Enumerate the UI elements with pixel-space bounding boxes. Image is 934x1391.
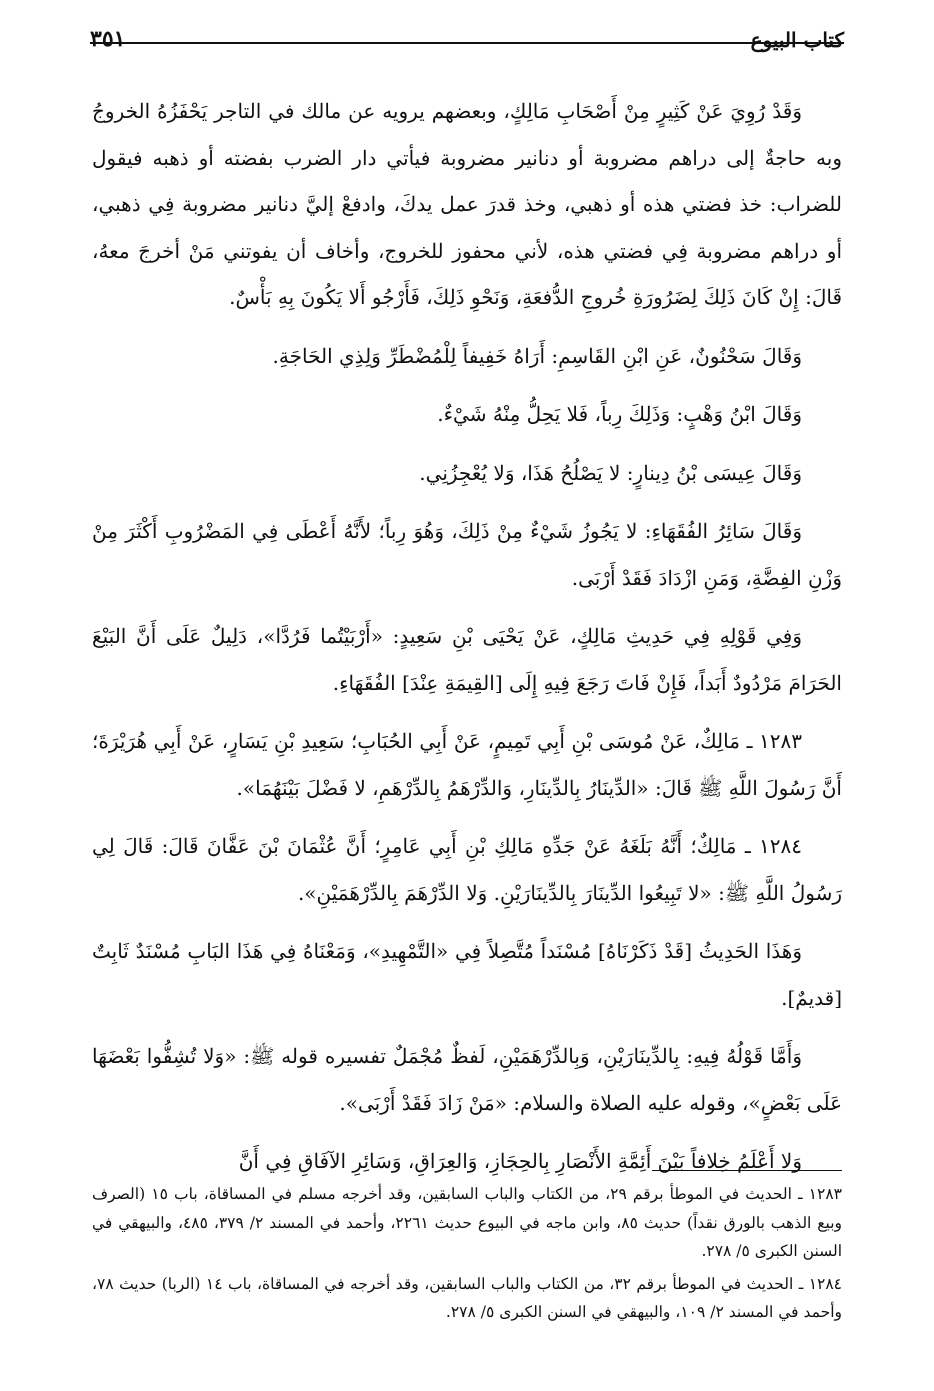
hadith-1283: ١٢٨٣ ـ مَالِكٌ، عَنْ مُوسَى بْنِ أَبِي تَمِيمٍ، عَنْ أَبِي الحُبَابِ؛ سَعِيدِ بْنِ يَسَارٍ، عَنْ أَبِي هُرَيْرَةَ؛ أَنَّ رَسُولَ اللَّهِ ﷺ قَالَ: «الدِّينَارُ بِالدِّينَارِ، وَالدِّرْهَمُ بِالدِّرْهَمِ، لا فَضْلَ بَيْنَهُمَا». (92, 729, 842, 800)
header-rule (90, 42, 844, 44)
paragraph: وَهَذَا الحَدِيثُ [قَدْ ذَكَرْنَاهُ] مُسْنَداً مُتَّصِلاً فِي «التَّمْهِيدِ»، وَمَعْنَاهُ فِي هَذَا البَابِ مُسْنَدٌ ثَابِتٌ [قديمٌ]. (92, 939, 842, 1010)
footnote-1284: ١٢٨٤ ـ الحديث في الموطأ برقم ٣٢، من الكتاب والباب السابقين، وقد أخرجه في المساقاة، باب ١٤ (الربا) حديث ٧٨، وأحمد في المسند ٢/ ١٠٩، والبيهقي في السنن الكبرى ٥/ ٢٧٨. (92, 1274, 842, 1321)
paragraph: وَلا أَعْلَمُ خِلافاً بَيْنَ أَئِمَّةِ الأَنْصَارِ بِالحِجَازِ، وَالعِرَاقِ، وَسَائِرِ الآفَاقِ فِي أَنَّ (238, 1149, 802, 1173)
paragraph: وَقَالَ عِيسَى بْنُ دِينارٍ: لا يَصْلُحُ هَذَا، وَلا يُعْجِزُنِي. (419, 460, 802, 485)
footnote-rule (652, 1170, 842, 1171)
hadith-1284: ١٢٨٤ ـ مَالِكٌ؛ أَنَّهُ بَلَغَهُ عَنْ جَدِّهِ مَالِكِ بْنِ أَبِي عَامِرٍ؛ أَنَّ عُثْمَانَ بْنَ عَفَّانَ قَالَ: قَالَ لِي رَسُولُ اللَّهِ ﷺ: «لا تَبِيعُوا الدِّينَارَ بِالدِّينَارَيْنِ. وَلا الدِّرْهَمَ بِالدِّرْهَمَيْنِ». (92, 834, 842, 905)
main-text (92, 88, 842, 1197)
paragraph: وَقَالَ ابْنُ وَهْبٍ: وَذَلِكَ رِباً، فَلا يَحِلُّ مِنْهُ شَيْءٌ. (437, 402, 802, 426)
paragraph: وَقَدْ رُوِيَ عَنْ كَثِيرٍ مِنْ أَصْحَابِ مَالِكٍ، وبعضهم يرويه عن مالك في التاجر يَحْفَزُهُ الخروجُ وبه حاجةٌ إلى دراهم مضروبة أو دنانير مضروبة فيأتي دار الضرب بفضته أو ذهبه فيقول للضراب: خذ فضتي هذه أو ذهبي، وخذ قدرَ عمل يدكَ، وادفعْ إليَّ دنانير مضروبة فِي ذهبي، أو دراهم مضروبة فِي فضتي هذه، لأني محفوز للخروج، وأخاف أن يفوتني مَنْ أخرجَ معهُ، قَالَ: إِنْ كَانَ ذَلِكَ لِضَرُورَةِ خُروجِ الدُّفعَةِ، وَنَحْوِ ذَلِكَ، فَأَرْجُو أَلا يَكُونَ بِهِ بَأْسٌ. (92, 99, 842, 309)
book-title: كتاب البيوع (750, 28, 844, 52)
paragraph: وَقَالَ سَائِرُ الفُقَهَاءِ: لا يَجُوزُ شَيْءٌ مِنْ ذَلِكَ، وَهُوَ رِباً؛ لأَنَّهُ أَعْطَى فِي المَضْرُوبِ أَكْثَرَ مِنْ وَزْنِ الفِضَّةِ، وَمَنِ ازْدَادَ فَقَدْ أَرْبَى. (92, 519, 842, 590)
footnotes (92, 1180, 842, 1331)
paragraph: وَقَالَ سَحْنُونٌ، عَنِ ابْنِ القَاسِمِ: أَرَاهُ خَفِيفاً لِلْمُضْطَرِّ وَلِذِي الحَاجَةِ. (272, 343, 802, 368)
paragraph: وَفِي قَوْلِهِ فِي حَدِيثِ مَالِكٍ، عَنْ يَحْيَى بْنِ سَعِيدٍ: «أَرْبَيْتُما فَرُدَّا»، دَلِيلٌ عَلَى أَنَّ البَيْعَ الحَرَامَ مَرْدُودٌ أَبَداً، فَإِنْ فَاتَ رَجَعَ فِيهِ إِلَى [القِيمَةِ عِنْدَ] الفُقَهَاءِ. (92, 624, 842, 695)
footnote-1283: ١٢٨٣ ـ الحديث في الموطأ برقم ٢٩، من الكتاب والباب السابقين، وقد أخرجه مسلم في المساقاة، باب ١٥ (الصرف وبيع الذهب بالورق نقداً) حديث ٨٥، وابن ماجه في البيوع حديث ٢٢٦١، وأحمد في المسند ٢/ ٣٧٩، ٤٨٥، والبيهقي في السنن الكبرى ٥/ ٢٧٨. (92, 1185, 843, 1260)
page-number: ٣٥١ (90, 26, 126, 52)
paragraph: وَأَمَّا قَوْلُهُ فِيهِ: بِالدِّينَارَيْنِ، وَبِالدِّرْهَمَيْنِ، لَفظٌ مُجْمَلٌ تفسيره قوله ﷺ: «وَلا تُشِفُّوا بَعْضَهَا عَلَى بَعْضٍ»، وقوله عليه الصلاة والسلام: «مَنْ زَادَ فَقَدْ أَرْبَى». (92, 1044, 842, 1115)
